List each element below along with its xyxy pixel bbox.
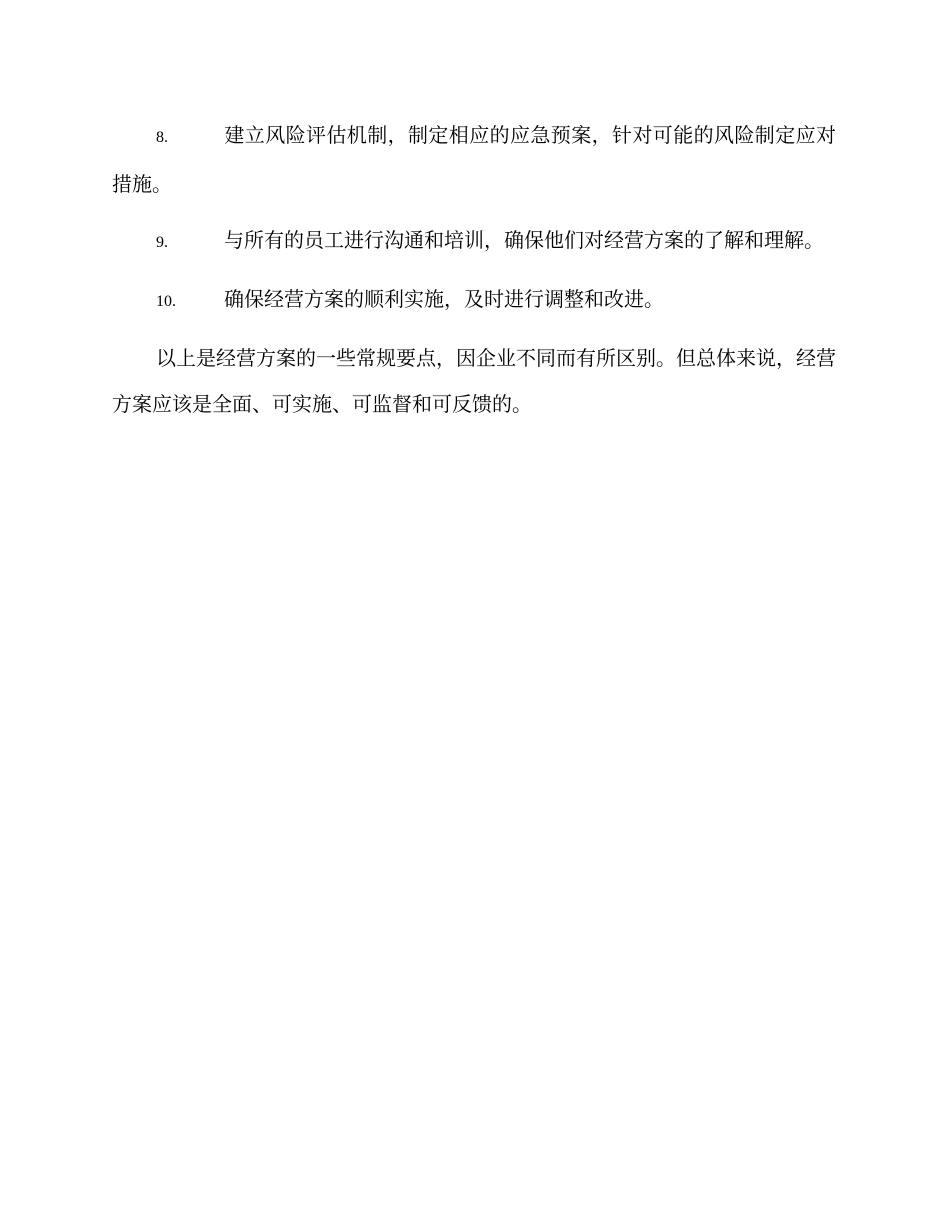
- list-item-8: [112, 112, 836, 207]
- list-item-9: [112, 217, 836, 266]
- list-number: 8.: [156, 129, 168, 146]
- list-number: 10.: [156, 293, 176, 310]
- document-page: [112, 112, 836, 427]
- list-item-text: 确保经营方案的顺利实施，及时进行调整和改进。: [224, 287, 664, 311]
- list-item-text: 建立风险评估机制，制定相应的应急预案，针对可能的风险制定应对措施。: [112, 123, 836, 196]
- list-item-10: [112, 276, 836, 325]
- list-item-text: 与所有的员工进行沟通和培训，确保他们对经营方案的了解和理解。: [224, 228, 824, 252]
- summary-paragraph: 以上是经营方案的一些常规要点，因企业不同而有所区别。但总体来说，经营方案应该是全面、可实施、可监督和可反馈的。: [112, 346, 836, 416]
- list-number: 9.: [156, 234, 168, 251]
